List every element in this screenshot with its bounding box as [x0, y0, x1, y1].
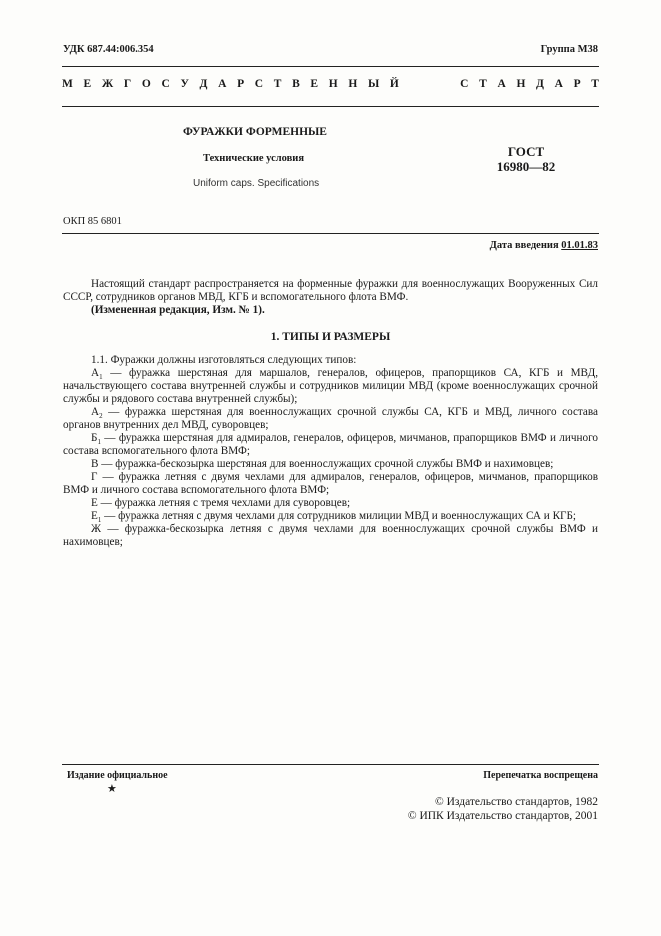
banner-letter: Е [310, 78, 319, 90]
cap-type-item [63, 510, 598, 523]
official-edition: Издание официальное [67, 770, 168, 781]
section-heading: 1. ТИПЫ И РАЗМЕРЫ [270, 331, 391, 343]
banner-letter: О [141, 78, 151, 90]
banner-letter: М [62, 78, 73, 90]
udk-code: УДК 687.44:006.354 [63, 44, 154, 55]
cap-type-letter: Г [91, 471, 98, 483]
banner-letter: А [554, 78, 563, 90]
banner-gap [410, 78, 450, 90]
gost-number [496, 144, 556, 174]
divider-okp [62, 233, 599, 234]
effective-date [490, 240, 598, 251]
cap-type-subscript: 1 [99, 373, 103, 382]
cap-type-item [63, 471, 598, 497]
cap-type-item [63, 432, 598, 458]
banner-letter: Ж [101, 78, 114, 90]
cap-type-subscript: 2 [99, 412, 103, 421]
document-subtitle: Технические условия [203, 153, 305, 164]
banner-letter: Й [389, 78, 399, 90]
interstate-standard-banner [62, 78, 599, 90]
group-code: Группа М38 [540, 44, 598, 55]
cap-type-description: — фуражка летняя с двумя чехлами для адмиралов, генералов, офицеров, мичманов, прапорщиков ВМФ и личного состава вспомогательного флота ВМФ; [63, 471, 598, 496]
english-title: Uniform caps. Specifications [193, 178, 320, 189]
cap-type-item [63, 523, 598, 549]
cap-type-subscript: 1 [97, 516, 102, 525]
cap-type-item [63, 458, 598, 471]
cap-type-description: — фуражка летняя с тремя чехлами для суворовцев; [97, 497, 351, 509]
banner-letter: Н [328, 78, 338, 90]
banner-letter: Н [516, 78, 526, 90]
cap-type-letter: А [91, 406, 100, 418]
star-icon: ★ [107, 783, 117, 795]
cap-type-description: — фуражка-бескозырка шерстяная для военнослужащих срочной службы ВМФ и нахимовцев; [98, 458, 554, 470]
banner-letter: Ы [367, 78, 380, 90]
cap-type-item [63, 367, 598, 406]
divider-banner [62, 106, 599, 107]
banner-letter: Т [591, 78, 599, 90]
banner-letter: Р [237, 78, 245, 90]
banner-letter: Т [273, 78, 282, 90]
intro-paragraph: Настоящий стандарт распространяется на форменные фуражки для военнослужащих Вооруженных Сил СССР, сотрудников органов МВД, КГБ и вспомогательного флота ВМФ. [63, 278, 598, 303]
banner-letter: В [292, 78, 300, 90]
divider-footer [62, 764, 599, 765]
cap-type-list [63, 367, 598, 549]
cap-type-item [63, 497, 598, 510]
cap-type-letter: Е [91, 510, 98, 522]
clause-1-1: 1.1. Фуражки должны изготовляться следующих типов: [91, 354, 357, 366]
cap-type-letter: Б [91, 432, 98, 444]
cap-type-letter: Ж [91, 523, 102, 535]
cap-type-letter: В [91, 458, 99, 470]
edition-note: (Измененная редакция, Изм. № 1). [91, 304, 265, 316]
cap-type-subscript: 1 [97, 438, 101, 447]
banner-letter: А [497, 78, 506, 90]
banner-letter: Е [83, 78, 92, 90]
cap-type-description: — фуражка летняя с двумя чехлами для сотрудников милиции МВД и военнослужащих СА и КГБ; [101, 510, 577, 522]
banner-letter: А [218, 78, 227, 90]
banner-letter: Д [536, 78, 544, 90]
gost-label: ГОСТ [507, 144, 545, 159]
banner-letter: У [180, 78, 189, 90]
cap-type-description: — фуражка шерстяная для адмиралов, генералов, офицеров, мичманов, прапорщиков ВМФ и личного состава вспомогательного флота ВМФ; [63, 432, 598, 457]
reprint-prohibited: Перепечатка воспрещена [483, 770, 598, 781]
cap-type-description: — фуражка-бескозырка летняя с двумя чехлами для военнослужащих срочной службы ВМФ и нахимовцев; [63, 523, 598, 548]
effective-date-label: Дата введения [489, 240, 559, 251]
banner-letter: С [254, 78, 264, 90]
cap-type-item [63, 406, 598, 432]
banner-letter: Д [199, 78, 208, 90]
okp-code: ОКП 85 6801 [63, 216, 122, 227]
banner-letter: С [460, 78, 469, 90]
effective-date-value: 01.01.83 [561, 240, 598, 251]
banner-letter: Т [479, 78, 487, 90]
copyright-2001: © ИПК Издательство стандартов, 2001 [407, 810, 598, 822]
gost-code: 16980—82 [496, 159, 556, 174]
banner-letter: С [161, 78, 170, 90]
document-body [63, 278, 598, 549]
banner-letter: Н [348, 78, 358, 90]
document-title: ФУРАЖКИ ФОРМЕННЫЕ [183, 126, 327, 138]
divider-top [62, 66, 599, 67]
banner-letter: Р [573, 78, 581, 90]
copyright-1982: © Издательство стандартов, 1982 [434, 796, 598, 808]
cap-type-description: — фуражка шерстяная для военнослужащих срочной службы СА, КГБ и МВД, личного состава органов внутренних дел МВД, суворовцев; [63, 406, 598, 431]
cap-type-letter: Е [91, 497, 98, 509]
cap-type-description: — фуражка шерстяная для маршалов, генералов, офицеров, прапорщиков СА, КГБ и МВД, начальствующего состава внутренней службы и сотрудников милиции МВД (кроме военнослужащих срочной службы и рядового состава внутренней службы); [63, 367, 598, 405]
cap-type-letter: А [91, 367, 100, 379]
banner-letter: Г [123, 78, 132, 90]
